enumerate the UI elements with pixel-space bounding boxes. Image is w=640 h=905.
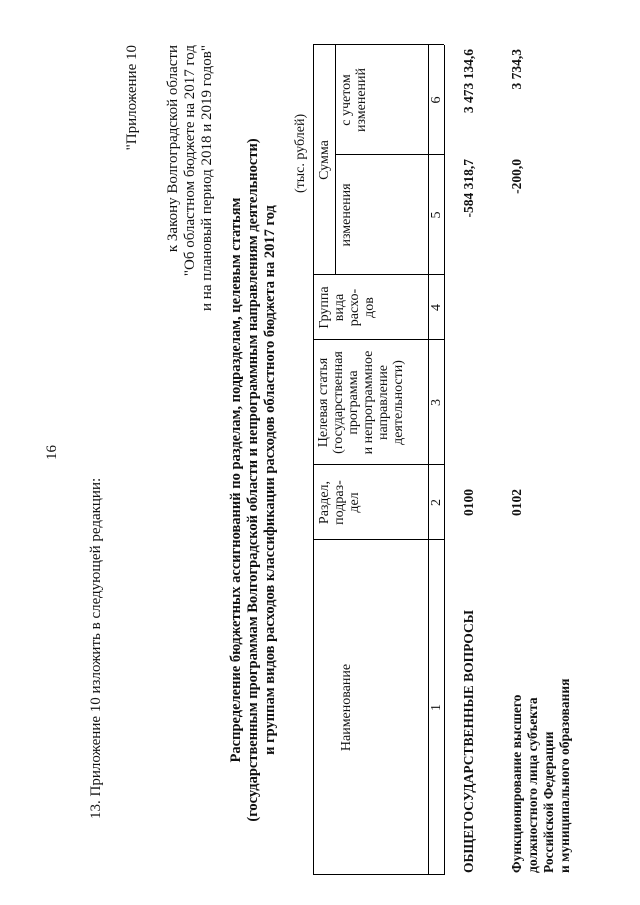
header-section xyxy=(317,465,362,540)
row-name: ОБЩЕГОСУДАРСТВЕННЫЕ ВОПРОСЫ xyxy=(461,610,476,873)
intro-text: 13. Приложение 10 изложить в следующей редакции: xyxy=(88,477,104,819)
row-changes: -200,0 xyxy=(509,159,524,194)
appendix-line: и на плановый период 2018 и 2019 годов" xyxy=(199,45,215,311)
title-line: Распределение бюджетных ассигнований по разделам, подразделам, целевым статьям xyxy=(228,197,244,763)
header-line: с учетом xyxy=(339,74,354,126)
appendix-line: "Об областном бюджете на 2017 год xyxy=(182,45,198,277)
page-number: 16 xyxy=(44,445,60,460)
table-border xyxy=(313,874,444,875)
title-line: и группам видов расходов классификации расходов областного бюджета на 2017 год xyxy=(262,205,278,755)
units-label: (тыс. рублей) xyxy=(293,113,308,193)
row-changes: -584 318,7 xyxy=(461,159,476,218)
header-line: дов xyxy=(362,297,377,318)
column-number: 4 xyxy=(429,304,444,311)
table-border xyxy=(313,45,314,875)
row-name-line: должностного лица субъекта xyxy=(525,697,540,873)
header-with-changes xyxy=(339,45,369,155)
header-changes: изменения xyxy=(339,183,354,247)
header-sum: Сумма xyxy=(317,140,332,180)
header-line: и непрограммное xyxy=(361,350,376,455)
title-line: (государственным программам Волгоградской области и непрограммным направлениям деятельности) xyxy=(245,138,261,822)
header-line: программа xyxy=(346,370,361,435)
header-name: Наименование xyxy=(339,663,354,752)
header-line: расхо- xyxy=(347,288,362,327)
header-line: Группа xyxy=(317,286,332,329)
table-border xyxy=(313,44,444,45)
header-target xyxy=(316,340,406,465)
column-number: 1 xyxy=(429,704,444,711)
column-number: 2 xyxy=(429,499,444,506)
header-line: Раздел, xyxy=(317,480,332,525)
header-group xyxy=(317,275,377,340)
row-section: 0100 xyxy=(461,489,476,516)
header-line: деятельности) xyxy=(391,360,406,445)
column-number: 6 xyxy=(429,96,444,104)
header-line: дел xyxy=(347,492,362,513)
row-with-changes: 3 473 134,6 xyxy=(461,49,476,114)
column-number: 3 xyxy=(429,399,444,406)
row-section: 0102 xyxy=(509,489,524,516)
appendix-number: "Приложение 10 xyxy=(124,45,140,151)
document-title xyxy=(228,85,279,875)
row-name-line: Функционирование высшего xyxy=(509,694,524,873)
header-line: вида xyxy=(332,293,347,322)
row-name xyxy=(509,543,573,873)
row-name-line: Российской Федерации xyxy=(541,731,556,873)
header-line: Целевая статья xyxy=(316,357,331,448)
table-border xyxy=(335,45,336,275)
header-line: направление xyxy=(376,364,391,441)
row-name-line: и муниципального образования xyxy=(557,678,572,873)
table-border xyxy=(444,45,445,875)
row-with-changes: 3 734,3 xyxy=(509,49,524,90)
column-number: 5 xyxy=(429,211,444,219)
appendix-line: к Закону Волгоградской области xyxy=(165,45,181,253)
header-line: подраз- xyxy=(332,480,347,525)
header-line: (государственная xyxy=(331,351,346,454)
appendix-reference xyxy=(165,45,216,445)
header-line: изменений xyxy=(354,67,369,133)
